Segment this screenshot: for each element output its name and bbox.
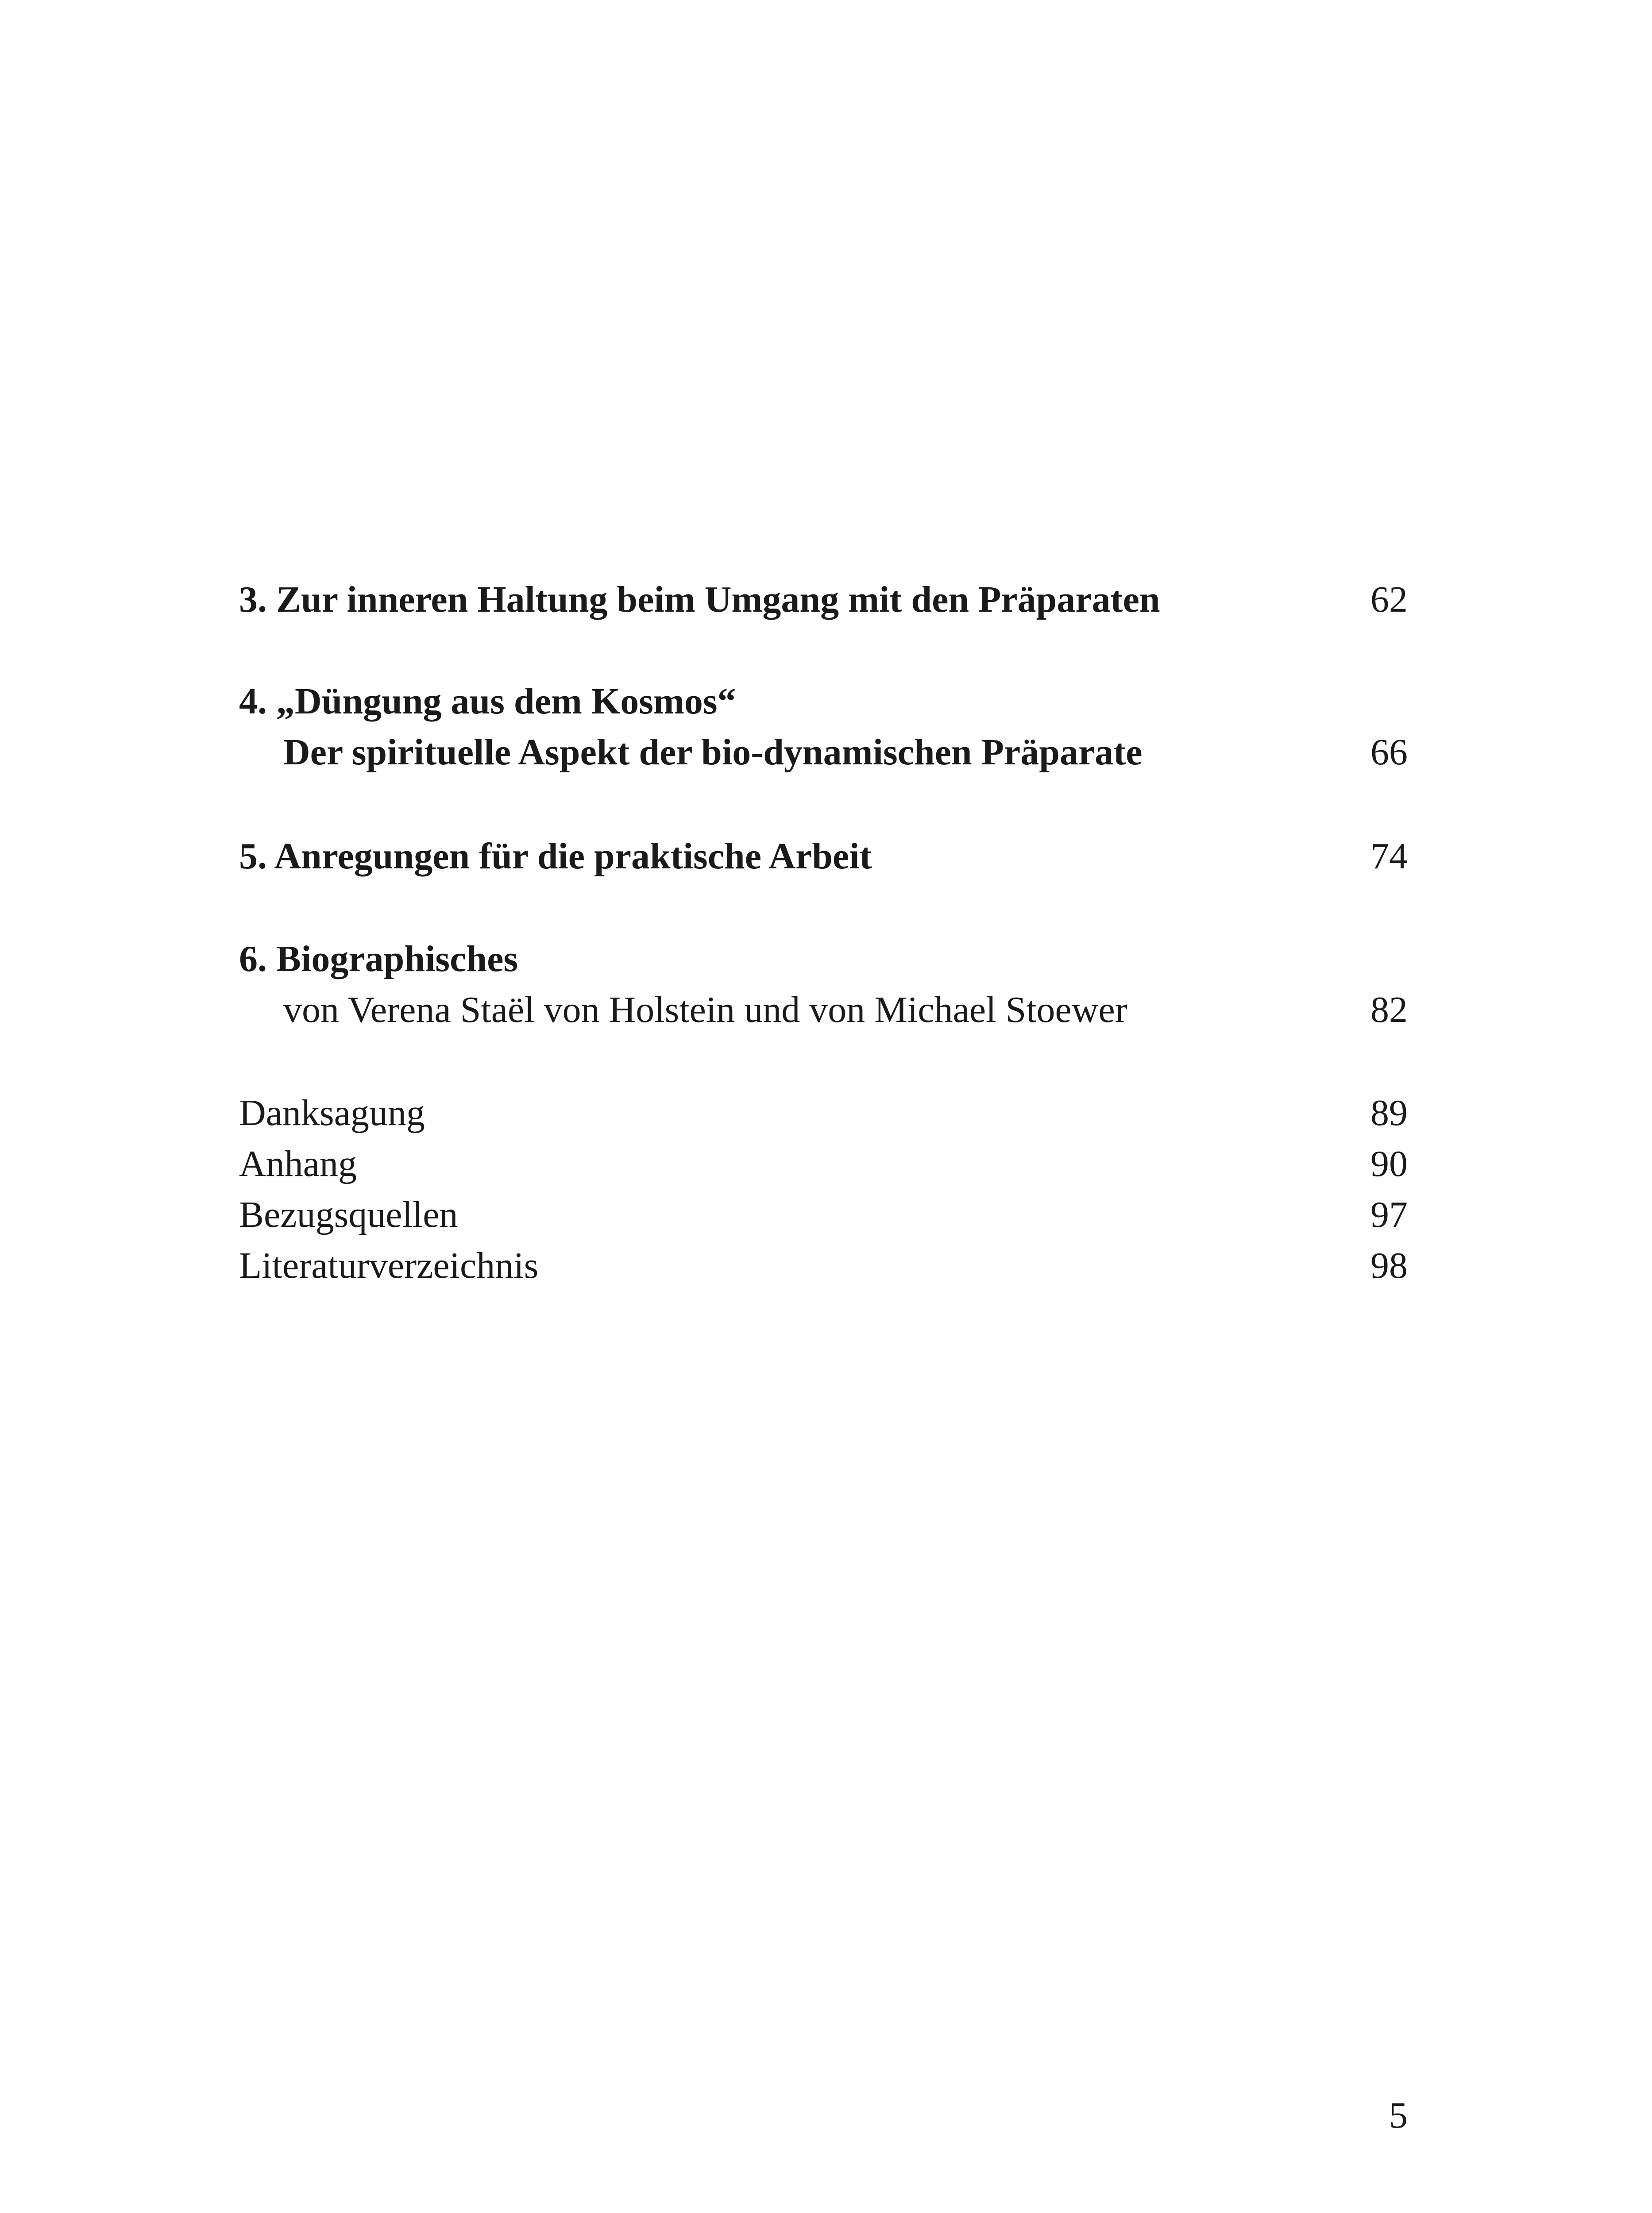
toc-entry-5-heading	[239, 832, 872, 881]
toc-entry-4-subline[interactable]	[239, 728, 1408, 777]
toc-entry-6-subtitle: von Verena Staël von Holstein und von Michael Stoewer	[283, 989, 1127, 1030]
toc-appendix-bezugsquellen[interactable]	[239, 1191, 1408, 1239]
toc-entry-6-title: Biographisches	[276, 938, 518, 979]
toc-entry-4[interactable]	[239, 677, 1408, 726]
toc-appendix-anhang[interactable]	[239, 1140, 1408, 1188]
toc-entry-4-subtitle: Der spirituelle Aspekt der bio-dynamischen Präparate	[283, 732, 1143, 773]
page-number: 5	[1389, 2095, 1408, 2136]
toc-entry-6-page: 82	[1370, 989, 1408, 1030]
toc-entry-6-number: 6.	[239, 938, 267, 979]
toc-entry-4-heading	[239, 677, 736, 726]
toc-entry-5[interactable]	[239, 832, 1408, 881]
toc-entry-6[interactable]	[239, 935, 1408, 983]
toc-appendix-title: Literaturverzeichnis	[239, 1245, 539, 1286]
toc-entry-5-page: 74	[1370, 836, 1408, 877]
toc-entry-3-heading	[239, 575, 1160, 624]
toc-entry-5-title: Anregungen für die praktische Arbeit	[274, 836, 872, 877]
toc-entry-3-number: 3.	[239, 579, 267, 620]
toc-appendix-page: 89	[1370, 1092, 1408, 1133]
toc-appendix-title: Anhang	[239, 1143, 357, 1184]
toc-appendix-title: Danksagung	[239, 1092, 425, 1133]
toc-appendix-danksagung[interactable]	[239, 1089, 1408, 1137]
toc-appendix-title: Bezugsquellen	[239, 1194, 458, 1235]
toc-entry-4-title: „Düngung aus dem Kosmos“	[276, 681, 736, 722]
toc-appendix-page: 90	[1370, 1143, 1408, 1184]
toc-entry-6-subline[interactable]	[239, 986, 1408, 1034]
toc-appendix-page: 98	[1370, 1245, 1408, 1286]
toc-entry-4-number: 4.	[239, 681, 267, 722]
toc-entry-5-number: 5.	[239, 836, 267, 877]
toc-entry-6-heading	[239, 935, 518, 983]
toc-entry-4-page: 66	[1370, 732, 1408, 773]
toc-appendix-literaturverzeichnis[interactable]	[239, 1241, 1408, 1290]
toc-appendix-page: 97	[1370, 1194, 1408, 1235]
toc-entry-3-page: 62	[1370, 579, 1408, 620]
toc-entry-3-title: Zur inneren Haltung beim Umgang mit den Präparaten	[276, 579, 1160, 620]
toc-entry-3[interactable]	[239, 575, 1408, 624]
